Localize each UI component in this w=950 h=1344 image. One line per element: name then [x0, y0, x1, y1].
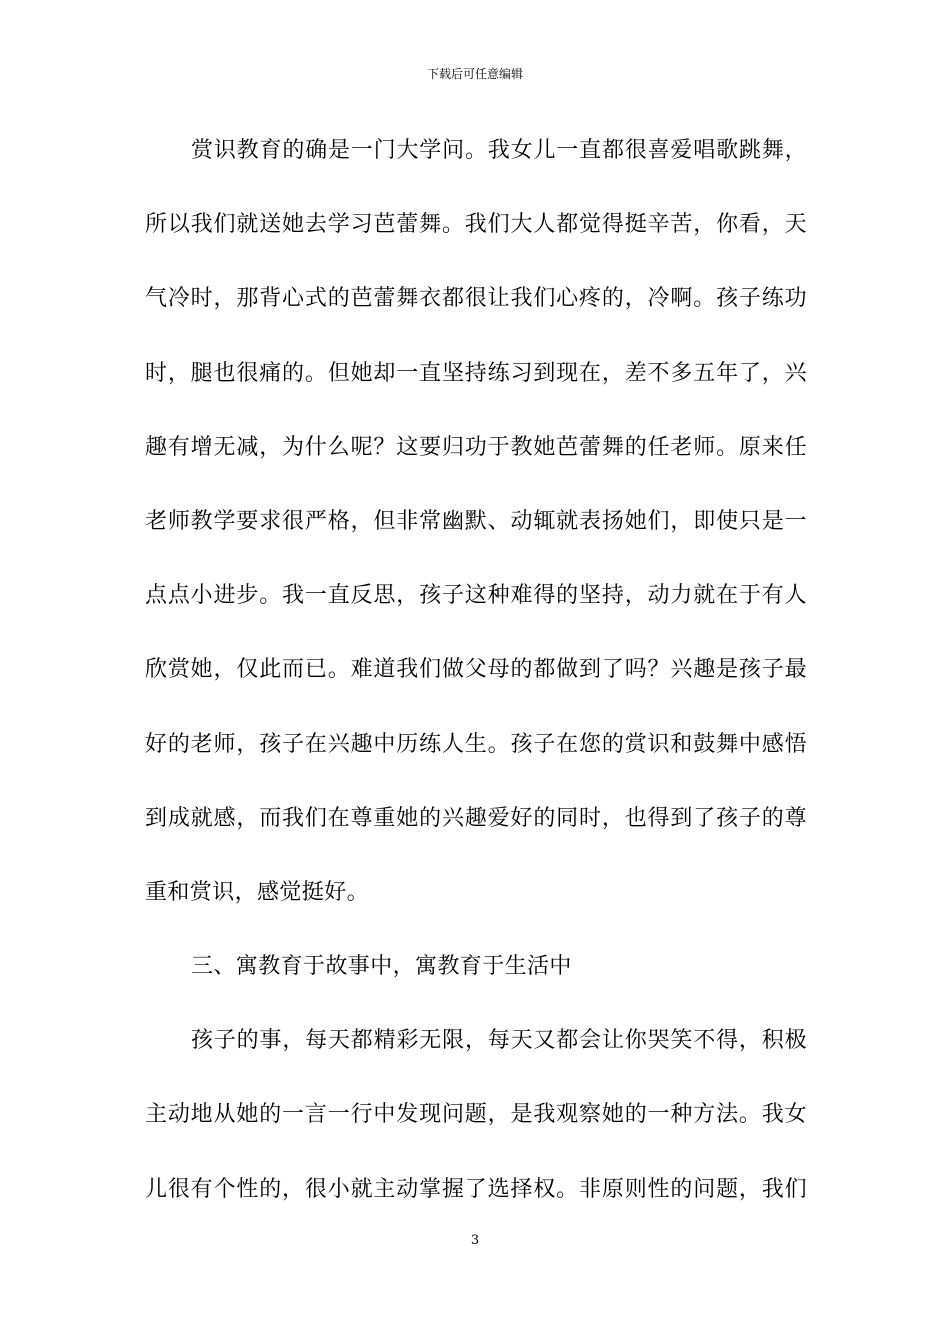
paragraph-1-line-3: 气冷时，那背心式的芭蕾舞衣都很让我们心疼的，冷啊。孩子练功 [145, 286, 807, 312]
page-number: 3 [470, 1233, 480, 1248]
paragraph-1-line-10: 到成就感，而我们在尊重她的兴趣爱好的同时，也得到了孩子的尊 [145, 805, 807, 831]
paragraph-1-line-1: 赏识教育的确是一门大学问。我女儿一直都很喜爱唱歌跳舞， [191, 138, 807, 163]
paragraph-1-line-9: 好的老师，孩子在兴趣中历练人生。孩子在您的赏识和鼓舞中感悟 [145, 731, 807, 757]
paragraph-1-line-2: 所以我们就送她去学习芭蕾舞。我们大人都觉得挺辛苦，你看，天 [145, 212, 807, 238]
paragraph-1-line-11: 重和赏识，感觉挺好。 [145, 879, 370, 905]
paragraph-2-line-3: 儿很有个性的，很小就主动掌握了选择权。非原则性的问题，我们 [145, 1176, 807, 1202]
page-header: 下载后可任意编辑 [426, 67, 523, 81]
paragraph-2-line-2: 主动地从她的一言一行中发现问题，是我观察她的一种方法。我女 [145, 1102, 807, 1128]
section-heading: 三、寓教育于故事中，寓教育于生活中 [191, 954, 572, 980]
paragraph-1-line-7: 点点小进步。我一直反思，孩子这种难得的坚持，动力就在于有人 [145, 583, 807, 609]
paragraph-1-line-6: 老师教学要求很严格，但非常幽默、动辄就表扬她们，即使只是一 [145, 508, 807, 534]
document-body [145, 132, 807, 1245]
paragraph-1-line-5: 趣有增无减，为什么呢？这要归功于教她芭蕾舞的任老师。原来任 [145, 434, 807, 460]
paragraph-2-line-1: 孩子的事，每天都精彩无限，每天又都会让你哭笑不得，积极 [191, 1028, 807, 1054]
paragraph-1-line-4: 时，腿也很痛的。但她却一直坚持练习到现在，差不多五年了，兴 [145, 360, 807, 386]
paragraph-1-line-8: 欣赏她，仅此而已。难道我们做父母的都做到了吗？兴趣是孩子最 [145, 657, 807, 683]
